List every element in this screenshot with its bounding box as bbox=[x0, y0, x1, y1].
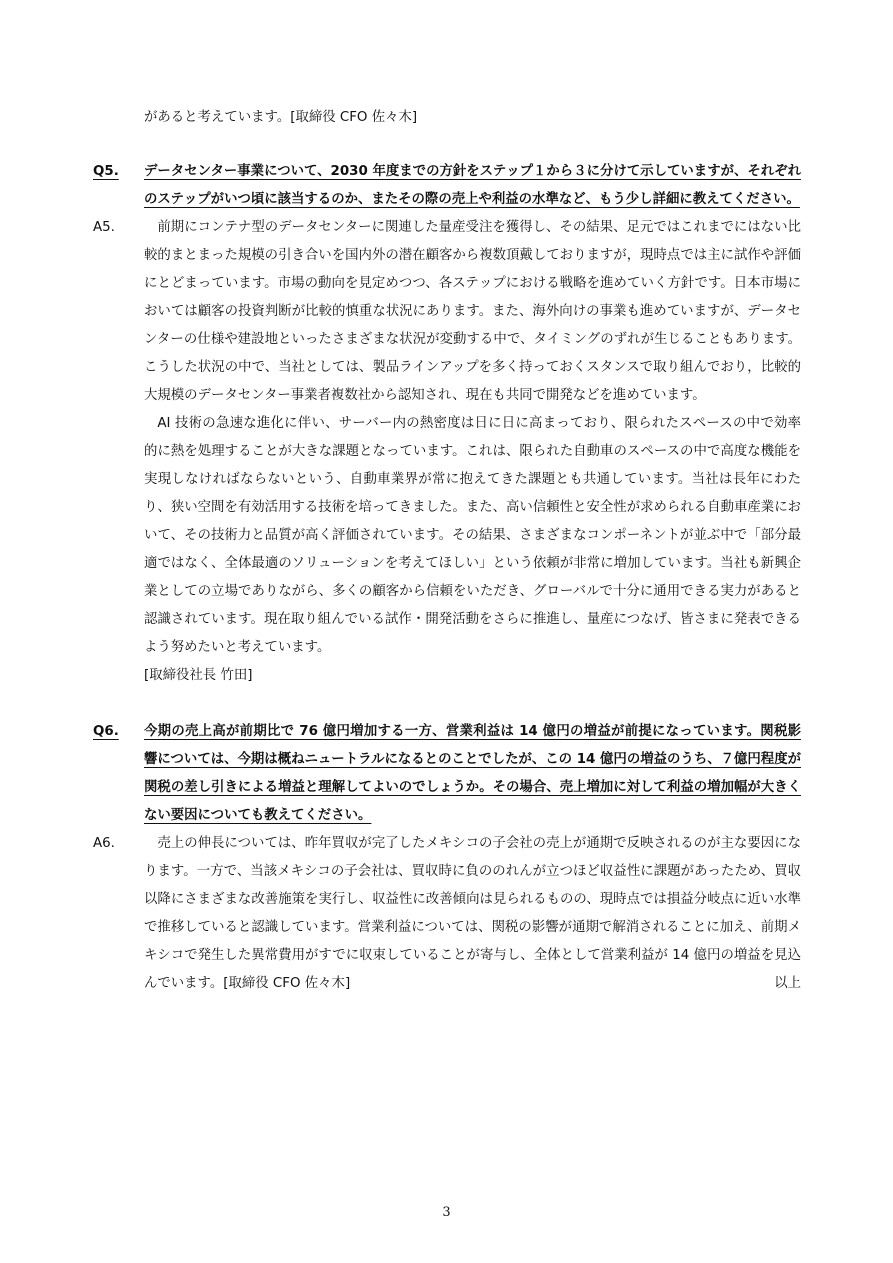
question-row bbox=[93, 718, 801, 830]
question-text: データセンター事業について、2030 年度までの方針をステップ１から３に分けて示していますが、それぞれのステップがいつ頃に該当するのか、またその際の売上や利益の水準など、もう少し詳細に教えてください。 bbox=[144, 164, 801, 207]
answer-paragraph: 売上の伸長については、昨年買収が完了したメキシコの子会社の売上が通期で反映されるのが主な要因になります。一方で、当該メキシコの子会社は、買収時に負ののれんが立つほど収益性に課題があったため、買収以降にさまざまな改善施策を実行し、収益性に改善傾向は見られるものの、現時点では損益分岐点に近い水準で推移していると認識しています。営業利益については、関税の影響が通期で解消されることに加え、前期メキシコで発生した異常費用がすでに収束していることが寄与し、全体として営業利益が 14 億円の増益を見込んでいます。[取締役 CFO 佐々木] bbox=[144, 836, 801, 991]
answer-paragraph: 前期にコンテナ型のデータセンターに関連した量産受注を獲得し、その結果、足元ではこれまでにはない比較的まとまった規模の引き合いを国内外の潜在顧客から複数頂戴しておりますが，現時点では主に試作や評価にとどまっています。市場の動向を見定めつつ、各ステップにおける戦略を進めていく方針です。日本市場においては顧客の投資判断が比較的慎重な状況にあります。また、海外向けの事業も進めていますが、データセンターの仕様や建設地といったさまざまな状況が変動する中で、タイミングのずれが生じることもあります。こうした状況の中で、当社としては、製品ラインアップを多く持っておくスタンスで取り組んでおり，比較的大規模のデータセンター事業者複数社から認知され、現在も共同で開発などを進めています。 bbox=[144, 220, 801, 403]
question-text: 今期の売上高が前期比で 76 億円増加する一方、営業利益は 14 億円の増益が前提になっています。関税影響については、今期は概ねニュートラルになるとのことでしたが、この 14 億円の増益のうち、７億円程度が関税の差し引きによる増益と理解してよいのでしょうか。その場合、売上増加に対して利益の増加幅が大きくない要因についても教えてください。 bbox=[144, 724, 801, 823]
answer-text bbox=[144, 830, 801, 998]
closing-mark: 以上 bbox=[774, 976, 801, 991]
question-label: Q6. bbox=[93, 724, 119, 739]
question-label: Q5. bbox=[93, 164, 119, 179]
answer-paragraph: AI 技術の急速な進化に伴い、サーバー内の熱密度は日に日に高まっており、限られたスペースの中で効率的に熱を処理することが大きな課題となっています。これは、限られた自動車のスペースの中で高度な機能を実現しなければならないという、自動車業界が常に抱えてきた課題とも共通しています。当社は長年にわたり、狭い空間を有効活用する技術を培ってきました。また、高い信頼性と安全性が求められる自動車産業において、その技術力と品質が高く評価されています。その結果、さまざまなコンポーネントが並ぶ中で「部分最適ではなく、全体最適のソリューションを考えてほしい」という依頼が非常に増加しています。当社も新興企業としての立場でありながら、多くの顧客から信頼をいただき、グローバルで十分に通用できる実力があると認識されています。現在取り組んでいる試作・開発活動をさらに推進し、量産につなげ、皆さまに発表できるよう努めたいと考えています。 bbox=[144, 416, 801, 655]
answer-label: A5. bbox=[93, 220, 115, 235]
page-number: 3 bbox=[442, 1205, 451, 1220]
qa-block-q6 bbox=[93, 718, 801, 998]
qa-block-q5 bbox=[93, 158, 801, 690]
answer-text bbox=[144, 214, 801, 690]
answer-signature: [取締役社長 竹田] bbox=[144, 668, 253, 683]
answer-label: A6. bbox=[93, 836, 115, 851]
answer-row bbox=[93, 214, 801, 690]
continuation-text: があると考えています。[取締役 CFO 佐々木] bbox=[144, 110, 418, 125]
question-row bbox=[93, 158, 801, 214]
answer-row bbox=[93, 830, 801, 998]
